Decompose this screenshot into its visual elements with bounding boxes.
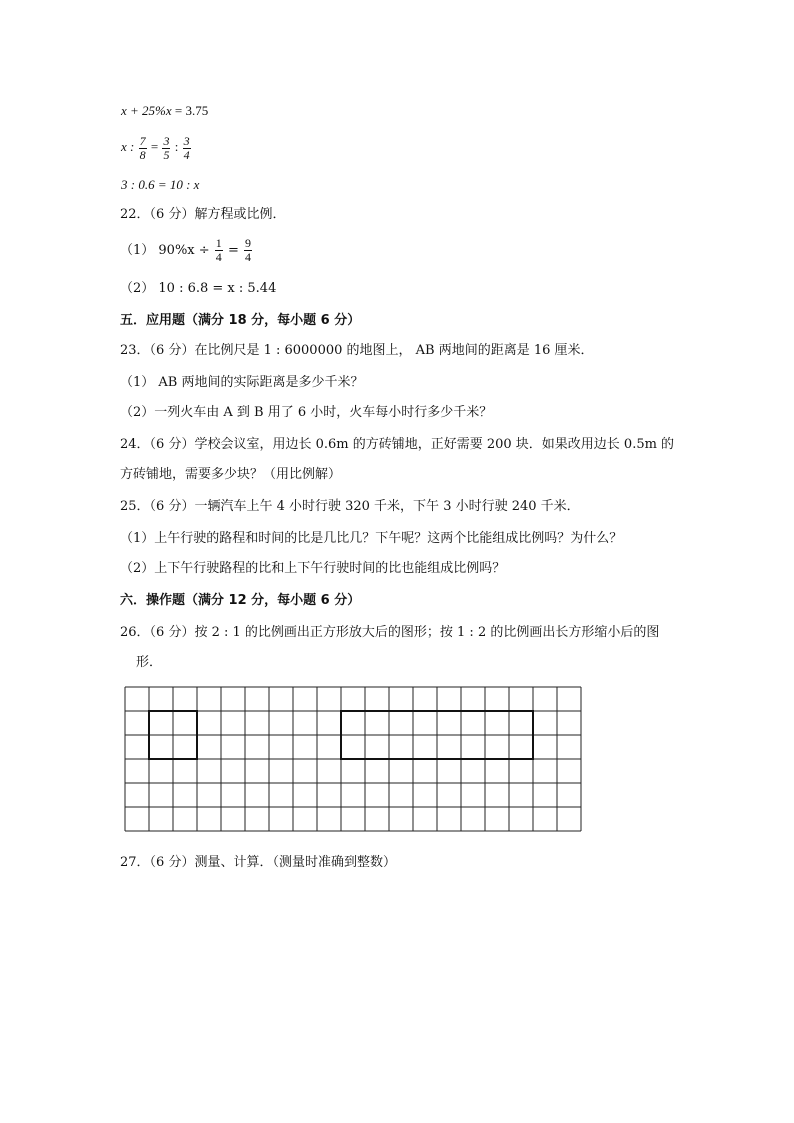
equation-2-x: x : <box>121 139 135 154</box>
equation-1-lhs: x + 25%x <box>121 103 172 118</box>
question-22-heading: 22．（6 分）解方程或比例． <box>120 207 286 222</box>
equation-2 <box>121 132 192 162</box>
section-6-title: 六．操作题（满分 12 分，每小题 6 分） <box>120 593 361 608</box>
question-24-line-2: 方砖铺地，需要多少块？（用比例解） <box>120 467 342 482</box>
fraction-3-5: $\frac{3}{5}$ <box>163 133 170 162</box>
question-25-sub-1: （1）上午行驶的路程和时间的比是几比几？下午呢？这两个比能组成比例吗？为什么？ <box>120 531 623 546</box>
fraction-1-4: $\frac{1}{4}$ <box>215 236 222 264</box>
equals-sign: = <box>227 243 239 258</box>
fraction-7-8: $\frac{7}{8}$ <box>139 133 146 162</box>
equation-3: 3 : 0.6 = 10 : x <box>121 177 200 192</box>
question-26-line-2: 形． <box>136 655 163 670</box>
equation-1 <box>121 102 208 120</box>
section-5-title: 五．应用题（满分 18 分，每小题 6 分） <box>120 313 361 328</box>
fraction-3-4: $\frac{3}{4}$ <box>183 133 190 162</box>
question-26-line-1: 26．（6 分）按 2 : 1 的比例画出正方形放大后的图形；按 1 : 2 的比例画出长方形缩小后的图 <box>120 625 660 640</box>
question-24-line-1: 24．（6 分）学校会议室，用边长 0.6m 的方砖铺地，正好需要 200 块．如果改用边长 0.5m 的 <box>120 437 675 452</box>
question-23-sub-1: （1） AB 两地间的实际距离是多少千米？ <box>120 375 364 390</box>
question-23-heading: 23．（6 分）在比例尺是 1 : 6000000 的地图上， AB 两地间的距离是 16 厘米． <box>120 343 594 358</box>
equals-sign: = <box>150 139 159 154</box>
q22-part1-label: （1） 90%x ÷ <box>120 243 210 258</box>
fraction-9-4: $\frac{9}{4}$ <box>244 236 251 264</box>
ratio-colon: : <box>174 139 179 154</box>
equation-1-rhs: = 3.75 <box>174 103 209 118</box>
question-22-part-2: （2） 10 : 6.8 = x : 5.44 <box>120 281 277 296</box>
question-27-heading: 27．（6 分）测量、计算．（测量时准确到整数） <box>120 855 396 870</box>
grid-figure <box>124 686 582 840</box>
question-23-sub-2: （2）一列火车由 A 到 B 用了 6 小时，火车每小时行多少千米？ <box>120 405 493 420</box>
question-25-sub-2: （2）上下午行驶路程的比和上下午行驶时间的比也能组成比例吗？ <box>120 561 506 576</box>
question-25-heading: 25．（6 分）一辆汽车上午 4 小时行驶 320 千米，下午 3 小时行驶 240 千米． <box>120 499 580 514</box>
question-22-part-1 <box>120 236 253 266</box>
